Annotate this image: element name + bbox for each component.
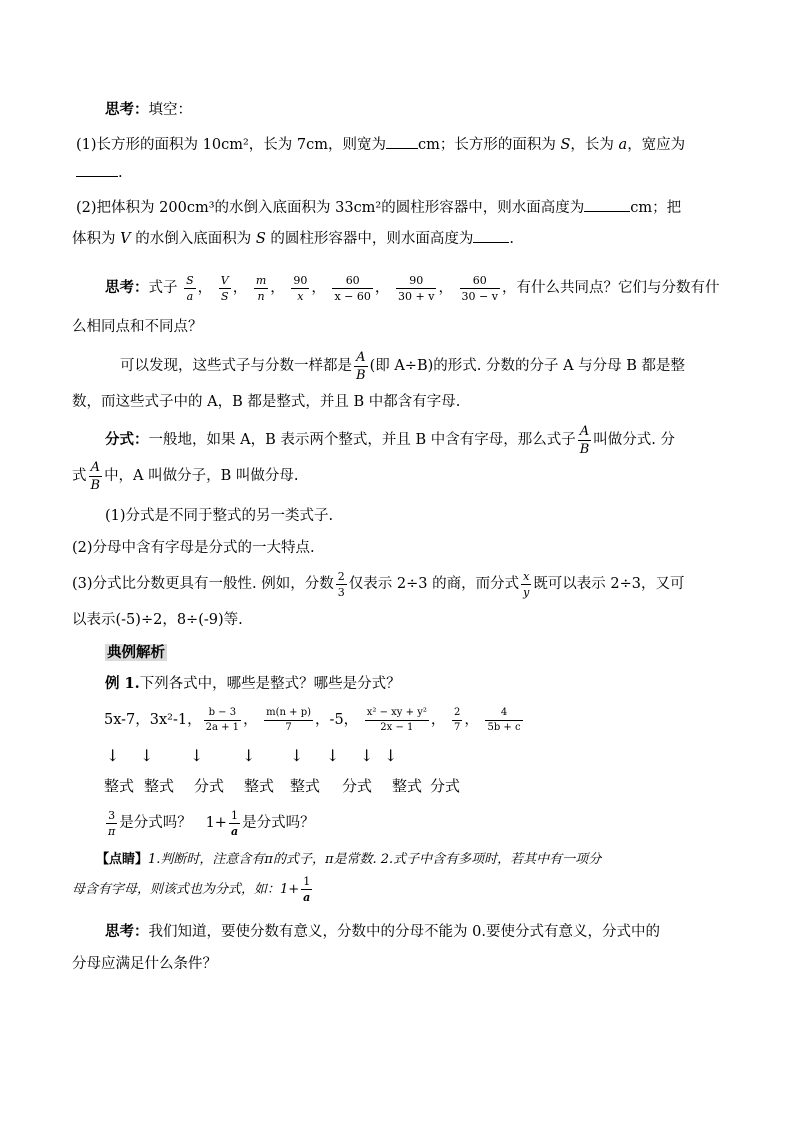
definition-line-1: [105, 422, 675, 458]
think2-line-2: [72, 317, 203, 337]
q2-text-a: (2)把体积为 200cm³的水倒入底面积为 33cm²的圆柱形容器中，则水面高度为: [76, 200, 585, 216]
example-1-followup: [104, 804, 315, 842]
fraction: $\frac{60}{x - 60}$: [334, 273, 371, 303]
think-label: 思考：: [105, 923, 149, 940]
answer-label: 分式: [430, 777, 461, 795]
definition-text-d: 中，A 叫做分子，B 叫做分母.: [104, 468, 299, 484]
q1-var-s: S: [560, 137, 571, 153]
tip-line-1: [96, 850, 601, 870]
tip-line-2: [72, 872, 314, 908]
down-arrow-icon: ↓: [106, 746, 120, 765]
point-3-text-a: (3)分式比分数更具有一般性. 例如，分数: [72, 576, 334, 592]
example-1-question: [105, 674, 401, 694]
q1-var-a: a: [618, 137, 628, 153]
point-2: [72, 538, 315, 558]
question-1-line-1: [76, 134, 685, 155]
fraction: $\frac{90}{x}$: [293, 273, 308, 303]
definition-line-2: [72, 458, 299, 494]
answer-label: 分式: [342, 777, 373, 795]
q1-text-d: ，宽应为: [627, 137, 686, 153]
q1-end: .: [118, 165, 123, 181]
separator: ，: [232, 280, 248, 296]
separator: ，: [311, 280, 326, 296]
q1-text-b: cm；长方形的面积为: [418, 137, 561, 153]
think2-lead: 式子: [148, 280, 178, 296]
question-1-line-2: [76, 162, 123, 183]
answer-label: 整式: [244, 777, 275, 795]
fraction: $\frac{\text{x² − xy + y²}}{2x - 1}$: [366, 706, 427, 733]
down-arrow-icon: ↓: [242, 746, 256, 765]
fraction: $\frac{b - 3}{2a + 1}$: [205, 706, 240, 733]
followup-prefix: 1+: [205, 815, 227, 831]
q2-text-e: 的圆柱形容器中，则水面高度为: [265, 231, 474, 247]
think3-line-2: [72, 954, 217, 974]
think3-text-2: 分母应满足什么条件？: [72, 956, 217, 972]
point-3-line-2: [72, 610, 243, 630]
discover-text-b: (即 A÷B)的形式. 分数的分子 A 与分母 B 都是整: [369, 358, 686, 374]
tip-label: 【点睛】: [96, 852, 149, 867]
definition-text-c: 式: [72, 468, 87, 484]
answer-label: 整式: [290, 777, 321, 795]
example-1-expressions: 5x-7，3x²-1， $\frac{b - 3}{2a + 1}$ ， $\frac{m(n + p)}{7}$ ，-5， $\frac{\text{x² − xy + y²}}{2x - 1}$ ， $\frac{2}{7}$ ， $\frac{4}{5b + c}$: [104, 706, 521, 733]
fraction: $\frac{m(n + p)}{7}$: [266, 706, 312, 733]
down-arrow-icon: ↓: [384, 746, 398, 765]
definition-text-a: 一般地，如果 A，B 表示两个整式，并且 B 中含有字母，那么式子: [148, 432, 576, 448]
fraction-3-over-pi: $\frac{3}{\pi}$: [108, 808, 116, 838]
tip-text-2: 母含有字母，则该式也为分式，如：1+: [72, 882, 300, 897]
q2-text-c: 体积为: [72, 231, 121, 247]
followup-text-a: 是分式吗？: [119, 815, 192, 831]
discover-line-2: [72, 392, 460, 412]
answer-blank[interactable]: [386, 134, 418, 149]
example-question-text: 下列各式中，哪些是整式？哪些是分式？: [139, 676, 401, 692]
fraction: $\frac{m}{n}$: [255, 273, 267, 303]
separator: ，: [374, 280, 390, 296]
fraction: $\frac{2}{7}$: [453, 706, 461, 733]
arrow-row: [106, 746, 404, 766]
think-label: 思考：: [105, 101, 149, 118]
fraction: $\frac{V}{S}$: [220, 273, 229, 303]
point-2-text: (2)分母中含有字母是分式的一大特点.: [72, 540, 315, 556]
point-1: [105, 506, 333, 526]
definition-text-b: 叫做分式. 分: [593, 432, 675, 448]
think2-tail: 有什么共同点？它们与分数有什: [516, 280, 720, 296]
answer-label: 整式: [144, 777, 175, 795]
separator: ，: [438, 280, 453, 296]
fraction-x-over-y: $\frac{x}{y}$: [523, 569, 530, 599]
expr-constant: -5，: [329, 712, 359, 728]
answer-blank[interactable]: [473, 228, 509, 243]
fraction: $\frac{2}{3}$: [337, 569, 345, 599]
think-heading-3: [105, 922, 660, 942]
fraction-a-over-b: $\frac{A}{B}$: [579, 423, 590, 457]
think-heading-1: [105, 100, 192, 120]
question-2-line-1: [76, 197, 681, 218]
think3-text-1: 我们知道，要使分数有意义，分数中的分母不能为 0.要使分式有意义，分式中的: [148, 924, 660, 940]
down-arrow-icon: ↓: [140, 746, 154, 765]
q1-text-a: (1)长方形的面积为 10cm²，长为 7cm，则宽为: [76, 137, 386, 153]
fraction-a-over-b: $\frac{A}{B}$: [356, 349, 366, 383]
fraction-1-over-a: $\frac{1}{a}$: [303, 875, 311, 904]
down-arrow-icon: ↓: [360, 746, 374, 765]
q2-var-v: V: [120, 231, 131, 247]
think-heading-2: [105, 270, 719, 306]
down-arrow-icon: ↓: [290, 746, 304, 765]
point-1-text: (1)分式是不同于整式的另一类式子.: [105, 508, 334, 524]
followup-text-b: 是分式吗？: [242, 815, 315, 831]
tip-text-1: 1.判断时，注意含有π的式子，π是常数. 2.式子中含有多项时，若其中有一项分: [148, 852, 602, 867]
point-3-text-c: 既可以表示 2÷3，又可: [533, 576, 685, 592]
point-3-line2-text: 以表示(-5)÷2，8÷(-9)等.: [72, 612, 243, 628]
think2-line2-text: 么相同点和不同点？: [72, 319, 203, 335]
answer-blank[interactable]: [76, 162, 118, 177]
down-arrow-icon: ↓: [326, 746, 340, 765]
think-text: 填空：: [148, 102, 192, 118]
think-label: 思考：: [105, 279, 149, 296]
q2-end: .: [509, 231, 514, 247]
separator: ，: [270, 280, 285, 296]
fraction: $\frac{S}{a}$: [186, 273, 194, 303]
answer-label: 整式: [392, 777, 423, 795]
point-3-line-1: [72, 566, 685, 602]
separator: ，: [501, 280, 517, 296]
q2-text-d: 的水倒入底面积为: [130, 231, 256, 247]
definition-label: 分式：: [105, 431, 149, 448]
discover-line2-text: 数，而这些式子中的 A，B 都是整式，并且 B 中都含有字母.: [72, 394, 461, 410]
answer-label: 整式: [104, 777, 135, 795]
answer-blank[interactable]: [584, 197, 630, 212]
example-label: 例 1.: [105, 675, 140, 692]
fraction: $\frac{60}{30 - v}$: [461, 273, 498, 303]
fraction-a-over-b: $\frac{A}{B}$: [90, 459, 101, 493]
question-2-line-2: [72, 228, 514, 249]
fraction: $\frac{90}{30 + v}$: [398, 273, 435, 303]
q2-text-b: cm；把: [630, 200, 682, 216]
answer-row: [104, 776, 466, 796]
section-title: [105, 643, 167, 663]
q2-var-s: S: [255, 231, 266, 247]
section-title-text: 典例解析: [107, 644, 165, 661]
point-3-text-b: 仅表示 2÷3 的商，而分式: [348, 576, 520, 592]
separator: ，: [197, 280, 213, 296]
answer-label: 分式: [194, 777, 225, 795]
down-arrow-icon: ↓: [190, 746, 204, 765]
fraction: $\frac{4}{5b + c}$: [487, 706, 521, 733]
discover-line-1: [120, 348, 685, 384]
discover-text-a: 可以发现，这些式子与分数一样都是: [120, 358, 352, 374]
q1-text-c: ，长为: [570, 137, 619, 153]
expr-polynomials: 5x-7，3x²-1，: [104, 712, 202, 728]
fraction-1-over-a: $\frac{1}{a}$: [230, 808, 239, 838]
